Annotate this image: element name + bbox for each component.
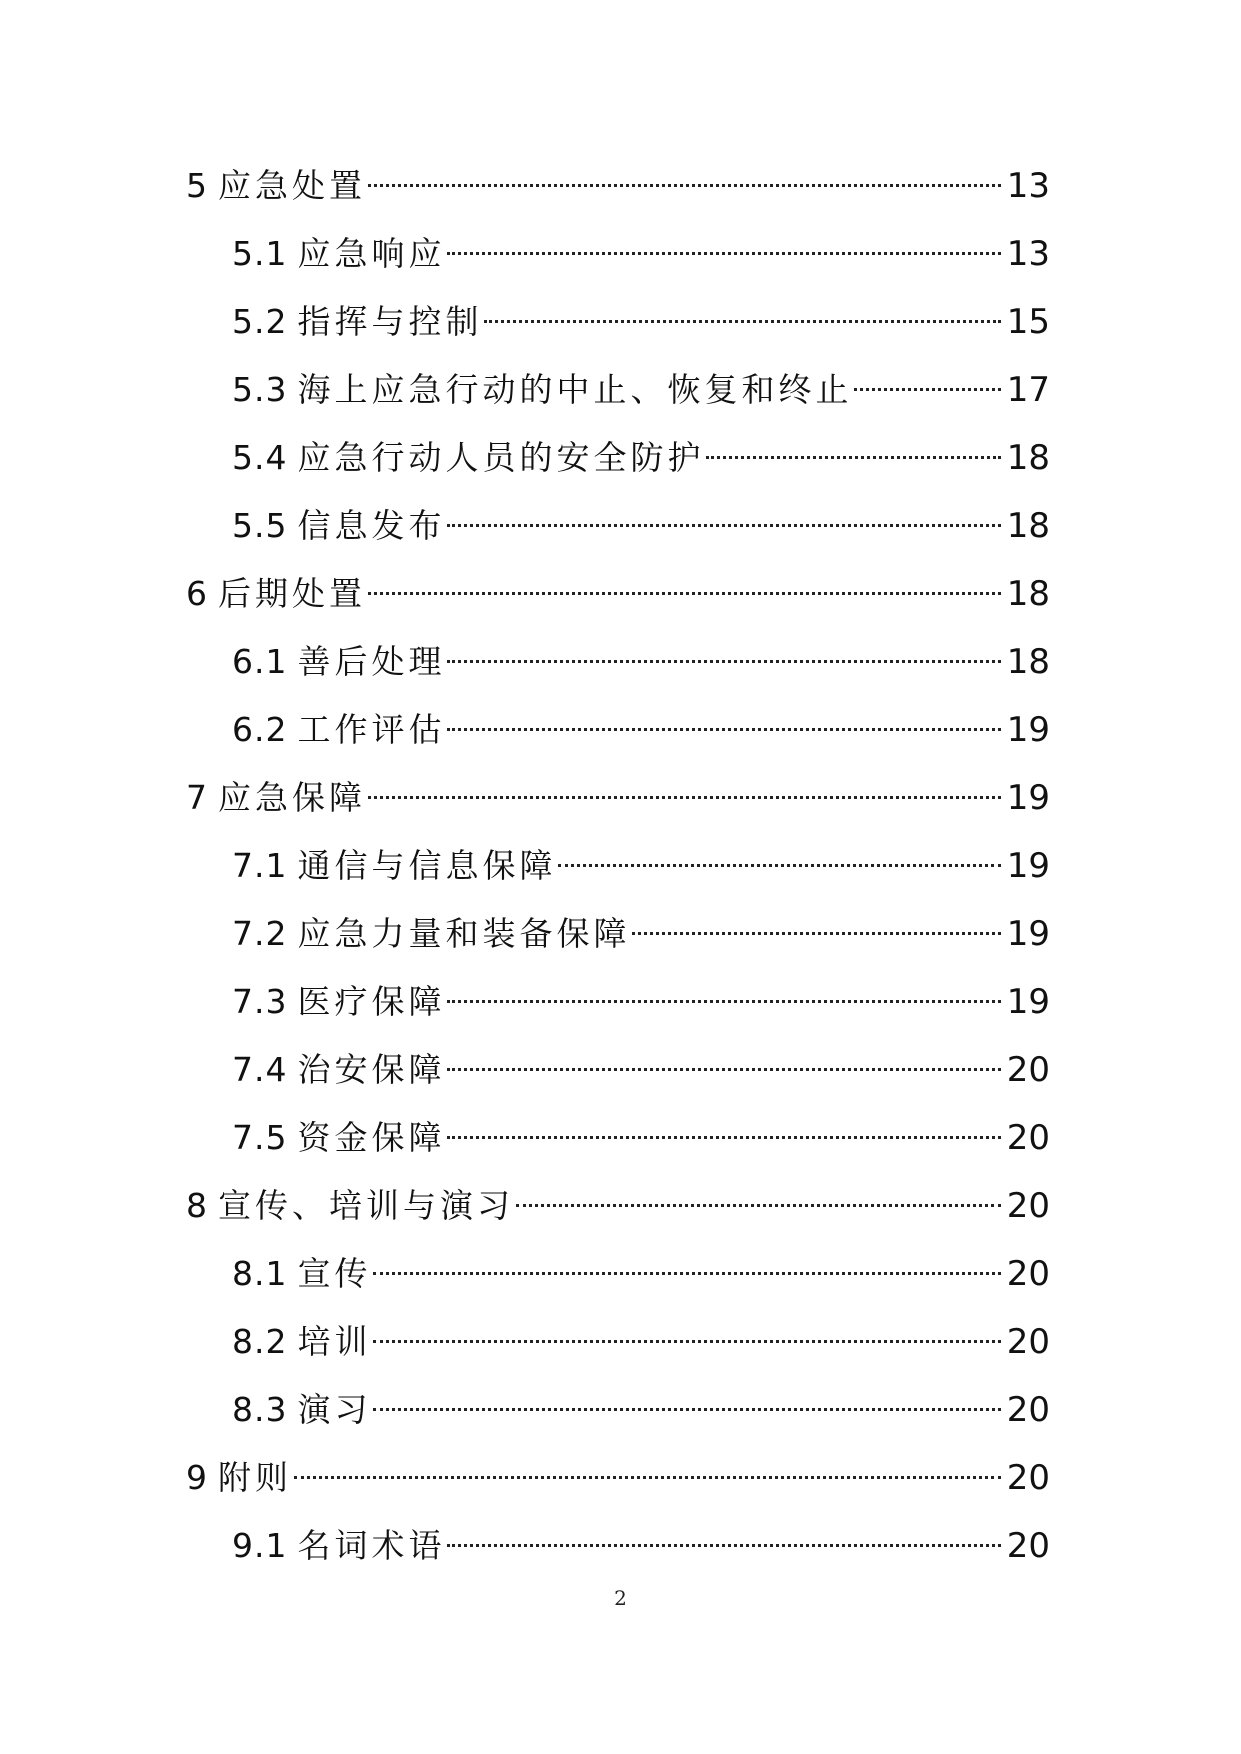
- toc-section-number: 7.1: [232, 846, 288, 885]
- toc-page-number: 20: [1006, 1118, 1050, 1158]
- toc-section-number: 7.5: [232, 1118, 288, 1157]
- toc-page-number: 20: [1006, 1458, 1050, 1498]
- toc-dot-leader: [447, 524, 1000, 527]
- toc-section-title: 医疗保障: [297, 982, 446, 1021]
- toc-page-number: 18: [1006, 438, 1050, 478]
- toc-entry[interactable]: [186, 152, 1050, 220]
- table-of-contents: [186, 152, 1050, 1580]
- toc-entry[interactable]: [186, 900, 1050, 968]
- toc-section-title: 名词术语: [297, 1526, 446, 1565]
- toc-page-number: 19: [1006, 982, 1050, 1022]
- toc-section-title: 工作评估: [297, 710, 446, 749]
- toc-entry[interactable]: [186, 1104, 1050, 1172]
- toc-section-number: 8.1: [232, 1254, 288, 1293]
- toc-section-number: 7.3: [232, 982, 288, 1021]
- toc-section-title: 通信与信息保障: [297, 846, 557, 885]
- toc-section-title: 应急力量和装备保障: [297, 914, 631, 953]
- toc-entry[interactable]: [186, 560, 1050, 628]
- toc-section-number: 5.2: [232, 302, 288, 341]
- toc-dot-leader: [447, 660, 1000, 663]
- toc-page-number: 13: [1006, 234, 1050, 274]
- toc-entry[interactable]: [186, 492, 1050, 560]
- toc-page-number: 20: [1006, 1050, 1050, 1090]
- toc-section-number: 6.1: [232, 642, 288, 681]
- toc-section-title: 海上应急行动的中止、恢复和终止: [297, 370, 853, 409]
- toc-section-number: 9.1: [232, 1526, 288, 1565]
- toc-page-number: 17: [1006, 370, 1050, 410]
- toc-dot-leader: [516, 1204, 1001, 1207]
- toc-section-title: 宣传、培训与演习: [218, 1186, 514, 1225]
- toc-dot-leader: [368, 184, 1001, 187]
- toc-section-title: 治安保障: [297, 1050, 446, 1089]
- toc-dot-leader: [447, 1068, 1000, 1071]
- toc-section-number: 7.2: [232, 914, 288, 953]
- toc-page-number: 20: [1006, 1322, 1050, 1362]
- toc-section-title: 善后处理: [297, 642, 446, 681]
- toc-section-number: 5.3: [232, 370, 288, 409]
- toc-page-number: 20: [1006, 1526, 1050, 1566]
- toc-entry[interactable]: [186, 764, 1050, 832]
- toc-page-number: 13: [1006, 166, 1050, 206]
- toc-section-number: 8.3: [232, 1390, 288, 1429]
- toc-section-title: 资金保障: [297, 1118, 446, 1157]
- toc-dot-leader: [447, 1000, 1000, 1003]
- toc-dot-leader: [368, 592, 1001, 595]
- toc-entry[interactable]: [186, 832, 1050, 900]
- toc-section-title: 应急行动人员的安全防护: [297, 438, 705, 477]
- toc-entry[interactable]: [186, 1240, 1050, 1308]
- toc-page-number: 19: [1006, 778, 1050, 818]
- toc-dot-leader: [368, 796, 1001, 799]
- toc-page-number: 19: [1006, 846, 1050, 886]
- toc-section-title: 后期处置: [218, 574, 366, 613]
- toc-dot-leader: [447, 252, 1000, 255]
- toc-section-number: 5: [186, 166, 208, 205]
- toc-entry[interactable]: [186, 1444, 1050, 1512]
- toc-dot-leader: [373, 1340, 1000, 1343]
- page-number: 2: [614, 1586, 627, 1610]
- toc-entry[interactable]: [186, 288, 1050, 356]
- toc-entry[interactable]: [186, 628, 1050, 696]
- toc-page-number: 15: [1006, 302, 1050, 342]
- toc-entry[interactable]: [186, 968, 1050, 1036]
- toc-section-title: 指挥与控制: [297, 302, 483, 341]
- toc-section-number: 6: [186, 574, 208, 613]
- toc-page-number: 19: [1006, 914, 1050, 954]
- toc-page-number: 20: [1006, 1186, 1050, 1226]
- toc-dot-leader: [447, 728, 1000, 731]
- toc-page-number: 18: [1006, 574, 1050, 614]
- toc-dot-leader: [373, 1272, 1000, 1275]
- toc-dot-leader: [854, 388, 1000, 391]
- toc-section-number: 5.1: [232, 234, 288, 273]
- toc-section-number: 5.5: [232, 506, 288, 545]
- toc-entry[interactable]: [186, 220, 1050, 288]
- toc-entry[interactable]: [186, 356, 1050, 424]
- toc-entry[interactable]: [186, 424, 1050, 492]
- toc-dot-leader: [484, 320, 1000, 323]
- toc-page-number: 19: [1006, 710, 1050, 750]
- toc-page-number: 20: [1006, 1390, 1050, 1430]
- toc-section-number: 6.2: [232, 710, 288, 749]
- toc-section-title: 附则: [218, 1458, 292, 1497]
- toc-section-number: 5.4: [232, 438, 288, 477]
- toc-section-title: 信息发布: [297, 506, 446, 545]
- toc-section-number: 9: [186, 1458, 208, 1497]
- toc-page-number: 20: [1006, 1254, 1050, 1294]
- toc-section-title: 应急保障: [218, 778, 366, 817]
- toc-entry[interactable]: [186, 1376, 1050, 1444]
- toc-dot-leader: [632, 932, 1000, 935]
- toc-dot-leader: [706, 456, 1000, 459]
- toc-section-number: 8: [186, 1186, 208, 1225]
- toc-section-title: 应急处置: [218, 166, 366, 205]
- toc-section-number: 7: [186, 778, 208, 817]
- toc-dot-leader: [373, 1408, 1000, 1411]
- toc-section-title: 培训: [297, 1322, 372, 1361]
- toc-entry[interactable]: [186, 696, 1050, 764]
- toc-section-number: 8.2: [232, 1322, 288, 1361]
- toc-dot-leader: [558, 864, 1000, 867]
- toc-section-title: 宣传: [297, 1254, 372, 1293]
- toc-section-title: 演习: [297, 1390, 372, 1429]
- toc-page-number: 18: [1006, 642, 1050, 682]
- toc-entry[interactable]: [186, 1512, 1050, 1580]
- toc-dot-leader: [447, 1136, 1000, 1139]
- toc-dot-leader: [447, 1544, 1000, 1547]
- toc-entry[interactable]: [186, 1036, 1050, 1104]
- toc-section-title: 应急响应: [297, 234, 446, 273]
- toc-entry[interactable]: [186, 1308, 1050, 1376]
- toc-entry[interactable]: [186, 1172, 1050, 1240]
- toc-page-number: 18: [1006, 506, 1050, 546]
- toc-dot-leader: [294, 1476, 1001, 1479]
- toc-section-number: 7.4: [232, 1050, 288, 1089]
